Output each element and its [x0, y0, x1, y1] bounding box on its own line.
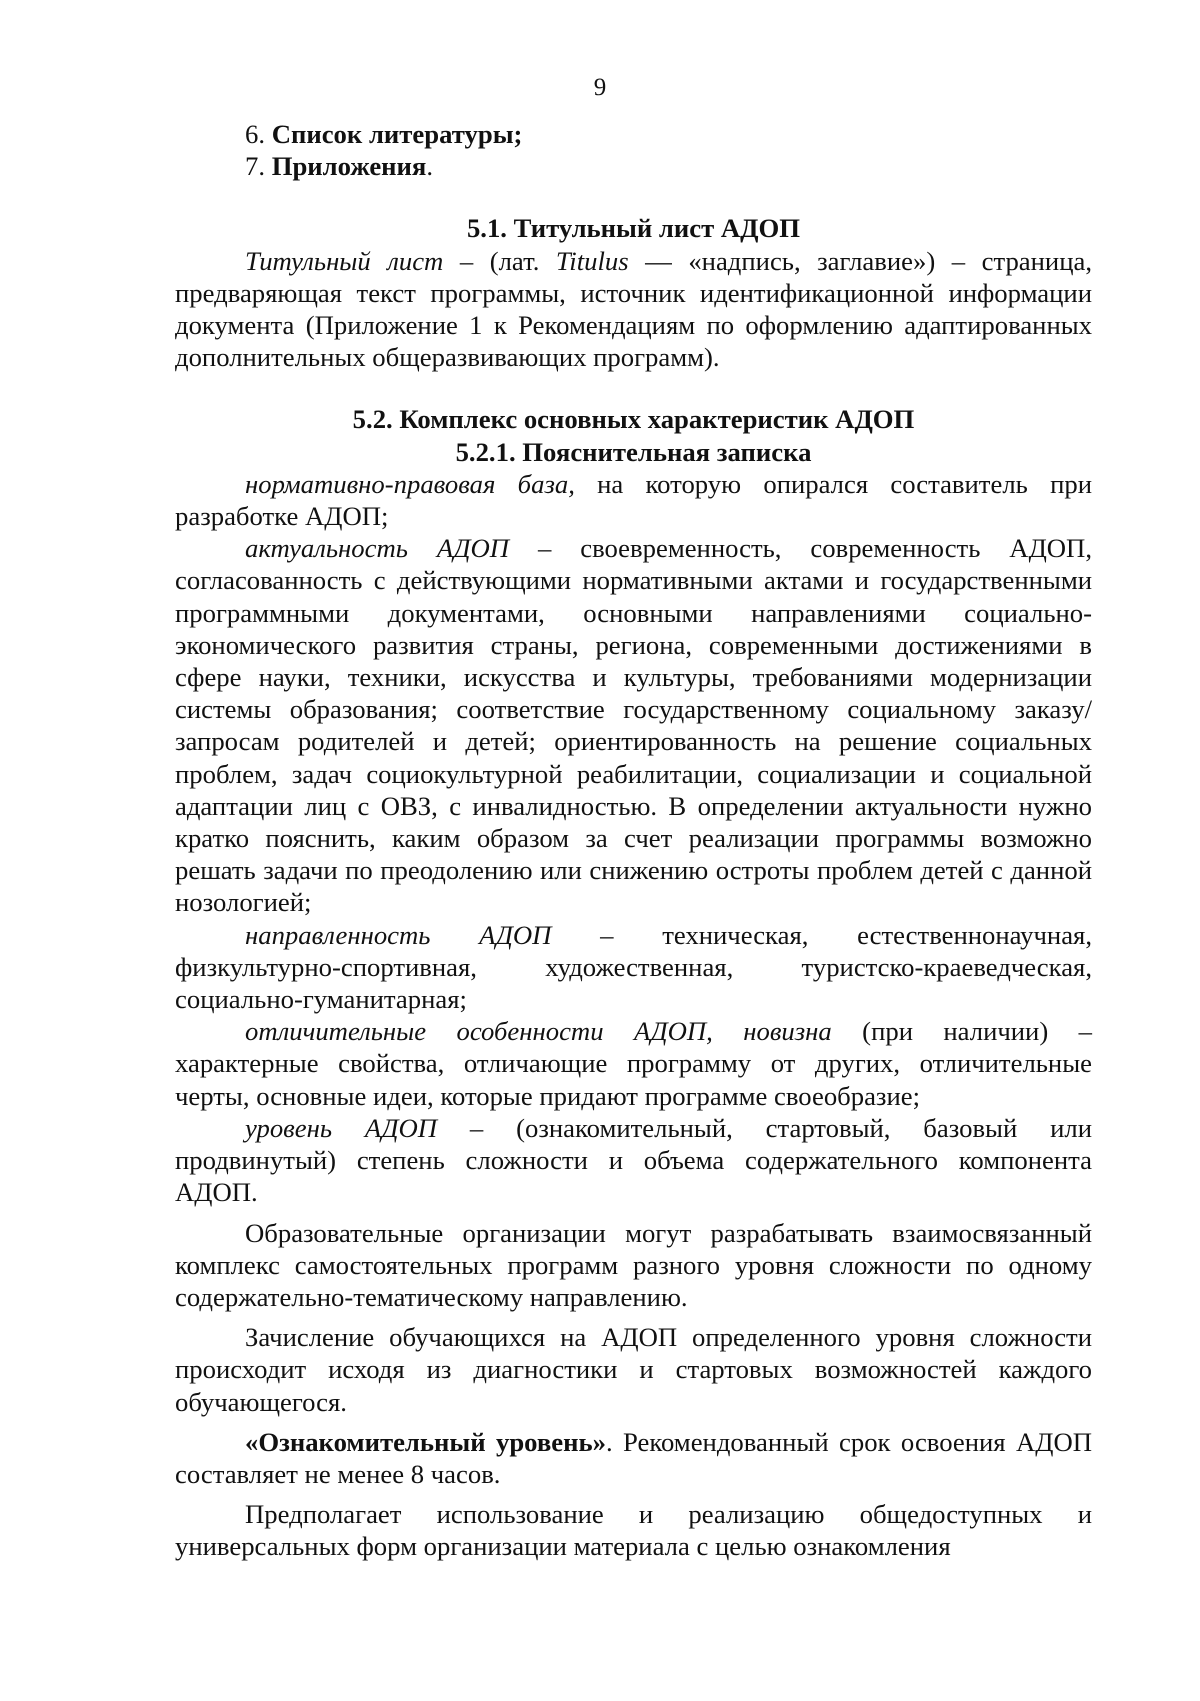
list-item-label: Список литературы — [271, 119, 514, 149]
paragraph-text: – (ознакомительный, стартовый, базовый или продвинутый) степень сложности и объема содержательного компонента АДОП. — [175, 1112, 1093, 1208]
paragraph-text: . Рекомендованный срок освоения АДОП составляет не менее 8 часов. — [175, 1426, 1092, 1489]
paragraph-predpolagaet: Предполагает использование и реализацию общедоступных и универсальных форм организации материала с целью ознакомления — [175, 1499, 1092, 1562]
paragraph-titulny-list — [175, 245, 1092, 374]
paragraph-aktualnost — [175, 532, 1092, 918]
paragraph-napravlennost — [175, 919, 1092, 1016]
term-italic: направленность АДОП — [245, 919, 552, 950]
paragraph-organizatsii: Образовательные организации могут разрабатывать взаимосвязанный комплекс самостоятельных программ разного уровня сложности по одному содержательно-тематическому направлению. — [175, 1217, 1092, 1312]
paragraph-text: – техническая, естественнонаучная, физкультурно-спортивная, художественная, туристско-краеведческая, социально-гуманитарная; — [175, 919, 1093, 1015]
section-heading-5-1: 5.1. Титульный лист АДОП — [466, 213, 801, 244]
page-number: 9 — [593, 74, 607, 101]
term-italic: нормативно-правовая база, — [245, 468, 575, 499]
section-heading-5-2: 5.2. Комплекс основных характеристик АДОП — [352, 404, 915, 435]
term-italic: отличительные особенности АДОП, новизна — [245, 1016, 832, 1047]
section-heading-5-2-1: 5.2.1. Пояснительная записка — [455, 436, 812, 467]
paragraph-otlichitelnye-osobennosti — [175, 1015, 1092, 1112]
list-item-number: 6. — [245, 119, 272, 149]
list-item-tail: . — [426, 151, 434, 182]
list-item-tail: ; — [513, 119, 523, 149]
term-bold: «Ознакомительный уровень» — [245, 1426, 606, 1457]
list-item-number: 7. — [245, 151, 272, 182]
paragraph-text: на которую опирался составитель при разработке АДОП; — [175, 468, 1092, 532]
paragraph-oznakomitelny-uroven — [175, 1426, 1092, 1490]
paragraph-text: — «надпись, заглавие») – страница, предваряющая текст программы, источник идентификационной информации документа (Приложение 1 к Рекомендациям по оформлению адаптированных дополнительных общеразвивающих программ). — [175, 245, 1092, 373]
term-italic: актуальность АДОП — [245, 533, 510, 564]
term-italic: уровень АДОП — [245, 1112, 438, 1143]
page-content — [175, 118, 1092, 1563]
list-item — [175, 118, 1092, 150]
list-item — [175, 150, 1092, 182]
paragraph-text: – своевременность, современность АДОП, согласованность с действующими нормативными актами и государственными программными документами, основными направлениями социально-экономического развития страны, региона, современными достижениями в сфере науки, техники, искусства и культуры, требованиями модернизации системы образования; соответствие государственному социальному заказу/запросам родителей и детей; ориентированность на решение социальных проблем, задач социокультурной реабилитации, социализации и социальной адаптации лиц с ОВЗ, с инвалидностью. В определении актуальности нужно кратко пояснить, каким образом за счет реализации программы возможно решать задачи по преодолению или снижению остроты проблем детей с данной нозологией; — [175, 533, 1092, 918]
paragraph-text: (при наличии) – характерные свойства, отличающие программу от других, отличительные черты, основные идеи, которые придают программе своеобразие; — [175, 1016, 1092, 1111]
term-italic: Титульный лист — [245, 245, 444, 276]
latin-term: Titulus — [555, 245, 629, 276]
paragraph-normativnaya-baza — [175, 468, 1092, 532]
paragraph-zachislenie: Зачисление обучающихся на АДОП определенного уровня сложности происходит исходя из диагностики и стартовых возможностей каждого обучающегося. — [175, 1322, 1092, 1417]
paragraph-uroven — [175, 1112, 1092, 1209]
list-item-label: Приложения — [271, 151, 427, 182]
paragraph-text: – (лат. — [443, 245, 556, 276]
